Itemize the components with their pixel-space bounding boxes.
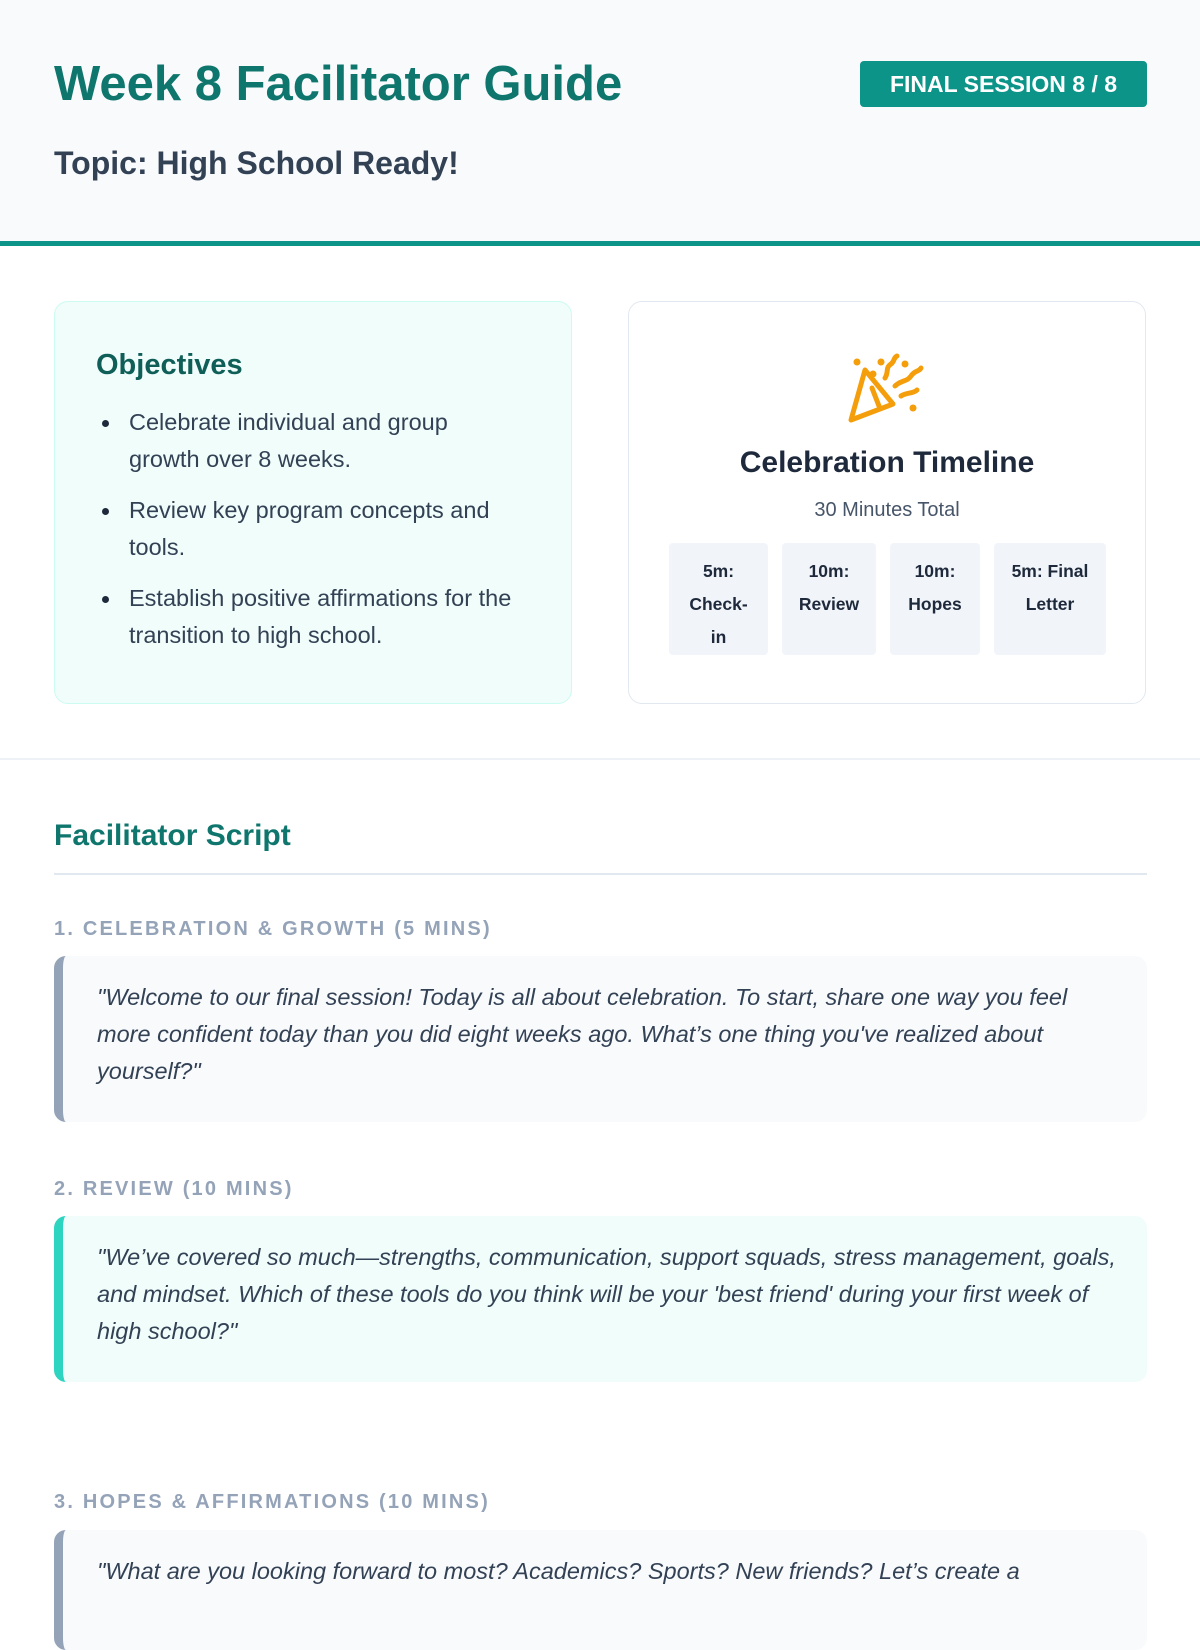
section-label: 2. REVIEW (10 MINS) [54,1178,294,1200]
section-divider [0,758,1200,760]
objective-item: Celebrate individual and group growth over 8 weeks. [129,404,524,478]
objectives-title: Objectives [96,349,243,381]
script-title: Facilitator Script [54,819,291,852]
party-popper-icon [845,352,925,432]
script-quote: "Welcome to our final session! Today is all about celebration. To start, share one way you feel more confident today than you did eight weeks ago. What’s one thing you've realized about yourself?" [54,956,1147,1122]
timeline-card [628,301,1146,704]
page-header [0,0,1200,246]
session-badge: FINAL SESSION 8 / 8 [860,61,1147,107]
timeline-title: Celebration Timeline [739,446,1035,479]
section-label: 3. HOPES & AFFIRMATIONS (10 MINS) [54,1491,490,1513]
script-quote: "We’ve covered so much—strengths, communication, support squads, stress management, goals, and mindset. Which of these tools do you think will be your 'best friend' during your first week of high school?" [54,1216,1147,1382]
timeline-block: 10m: Hopes [890,543,980,655]
script-title-rule [54,873,1147,875]
section-label: 1. CELEBRATION & GROWTH (5 MINS) [54,918,492,940]
timeline-subtitle: 30 Minutes Total [814,499,960,521]
timeline-block: 10m: Review [782,543,876,655]
page-subtitle: Topic: High School Ready! [54,145,459,181]
objective-item: Establish positive affirmations for the transition to high school. [129,580,524,654]
objectives-card [54,301,572,704]
objectives-list [55,404,571,668]
objective-item: Review key program concepts and tools. [129,492,524,566]
script-quote: "What are you looking forward to most? Academics? Sports? New friends? Let’s create a [54,1530,1147,1650]
timeline-block: 5m: Final Letter [994,543,1106,655]
timeline-block: 5m: Check-in [669,543,768,655]
page-title: Week 8 Facilitator Guide [54,57,623,111]
